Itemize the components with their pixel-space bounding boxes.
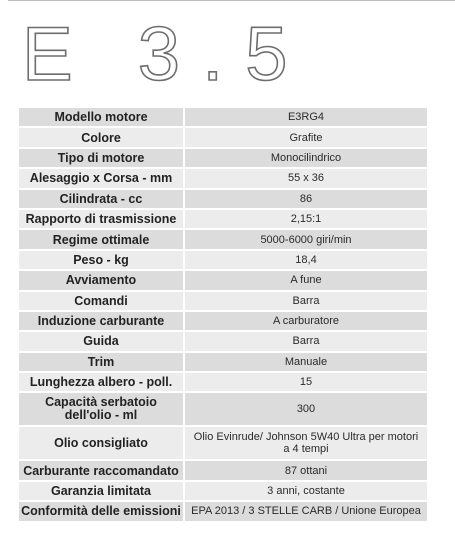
spec-row [19, 312, 427, 332]
spec-label: Trim [19, 353, 185, 373]
spec-value: Barra [185, 332, 427, 352]
spec-row [19, 393, 427, 427]
model-title: E 3.5 [22, 12, 310, 97]
spec-label [19, 393, 185, 427]
spec-row [19, 169, 427, 189]
spec-label: Regime ottimale [19, 230, 185, 250]
spec-label: Lunghezza albero - poll. [19, 373, 185, 393]
spec-value: 87 ottani [185, 461, 427, 481]
spec-row [19, 482, 427, 502]
spec-value: Monocilindrico [185, 149, 427, 169]
spec-label: Colore [19, 128, 185, 148]
spec-row [19, 251, 427, 271]
spec-label: Modello motore [19, 108, 185, 128]
spec-row [19, 210, 427, 230]
spec-table [19, 108, 427, 523]
spec-label: Alesaggio x Corsa - mm [19, 169, 185, 189]
spec-row [19, 373, 427, 393]
spec-row [19, 461, 427, 481]
spec-row [19, 502, 427, 522]
spec-label: Guida [19, 332, 185, 352]
spec-value: Barra [185, 292, 427, 312]
spec-value-line: a 4 tempi [283, 443, 329, 456]
spec-label: Tipo di motore [19, 149, 185, 169]
spec-label: Rapporto di trasmissione [19, 210, 185, 230]
spec-label-line: Capacità serbatoio [45, 395, 157, 410]
spec-row [19, 332, 427, 352]
top-divider [8, 0, 455, 1]
spec-label: Cilindrata - cc [19, 190, 185, 210]
spec-value: 5000-6000 giri/min [185, 230, 427, 250]
spec-row [19, 353, 427, 373]
spec-value: 86 [185, 190, 427, 210]
spec-value: 2,15:1 [185, 210, 427, 230]
spec-label: Conformità delle emissioni [19, 502, 185, 522]
spec-label: Olio consigliato [19, 427, 185, 461]
spec-value: 18,4 [185, 251, 427, 271]
spec-value: 3 anni, costante [185, 482, 427, 502]
spec-value: E3RG4 [185, 108, 427, 128]
spec-value: A fune [185, 271, 427, 291]
spec-value: 55 x 36 [185, 169, 427, 189]
spec-row [19, 230, 427, 250]
spec-value: A carburatore [185, 312, 427, 332]
spec-row [19, 427, 427, 461]
spec-value-line: Olio Evinrude/ Johnson 5W40 Ultra per motori [193, 431, 419, 444]
spec-value: 300 [185, 393, 427, 427]
spec-row [19, 149, 427, 169]
spec-label: Induzione carburante [19, 312, 185, 332]
spec-table-body [19, 108, 427, 523]
spec-label: Comandi [19, 292, 185, 312]
spec-label: Garanzia limitata [19, 482, 185, 502]
spec-label-line: dell'olio - ml [64, 408, 138, 423]
spec-row [19, 108, 427, 128]
spec-row [19, 271, 427, 291]
spec-value [185, 427, 427, 461]
spec-row [19, 292, 427, 312]
spec-label: Peso - kg [19, 251, 185, 271]
spec-value: Grafite [185, 128, 427, 148]
spec-value: 15 [185, 373, 427, 393]
spec-row [19, 128, 427, 148]
spec-value: EPA 2013 / 3 STELLE CARB / Unione Europea [185, 502, 427, 522]
spec-label: Carburante raccomandato [19, 461, 185, 481]
spec-label: Avviamento [19, 271, 185, 291]
spec-value: Manuale [185, 353, 427, 373]
spec-row [19, 190, 427, 210]
